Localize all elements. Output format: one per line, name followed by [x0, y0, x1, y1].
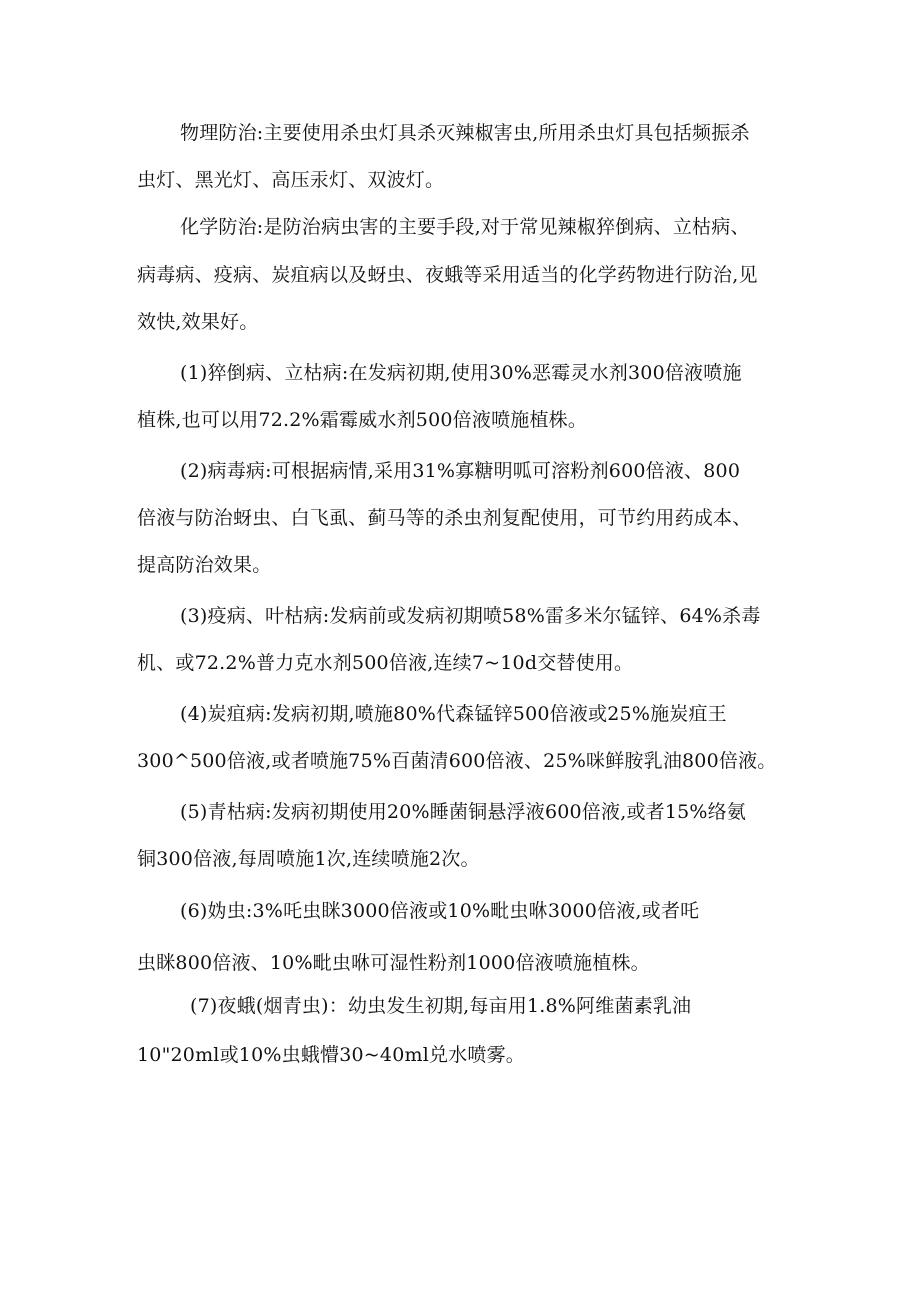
text-line: (4)炭疽病:发病初期,喷施80%代森锰锌500倍液或25%施炭疽王 — [180, 703, 727, 725]
text-line: 植株,也可以用72.2%霜霉威水剂500倍液喷施植株。 — [137, 409, 588, 431]
text-line: (1)猝倒病、立枯病:在发病初期,使用30%恶霉灵水剂300倍液喷施 — [180, 362, 742, 384]
text-line: 倍液与防治蚜虫、白飞虱、蓟马等的杀虫剂复配使用，可节约用药成本、 — [137, 507, 752, 529]
text-line: 物理防治:主要使用杀虫灯具杀灭辣椒害虫,所用杀虫灯具包括频振杀 — [180, 122, 750, 144]
text-line: (6)妫虫:3%吒虫眯3000倍液或10%毗虫咻3000倍液,或者吒 — [180, 900, 700, 922]
text-line: (2)病毒病:可根据病情,采用31%寡糖明呱可溶粉剂600倍液、800 — [180, 460, 741, 482]
text-line: 300^500倍液,或者喷施75%百菌清600倍液、25%咪鲜胺乳油800倍液。 — [137, 750, 777, 772]
text-line: 提高防治效果。 — [137, 554, 272, 576]
text-line: 虫眯800倍液、10%毗虫咻可湿性粉剂1000倍液喷施植株。 — [137, 952, 650, 974]
text-line: 化学防治:是防治病虫害的主要手段,对于常见辣椒猝倒病、立枯病、 — [180, 216, 750, 238]
text-line: 10"20ml或10%虫蛾懵30~40ml兑水喷雾。 — [137, 1044, 525, 1066]
text-line: (7)夜蛾(烟青虫)：幼虫发生初期,每亩用1.8%阿维菌素乳油 — [190, 995, 692, 1017]
text-line: 机、或72.2%普力克水剂500倍液,连续7~10d交替使用。 — [137, 652, 634, 674]
text-line: 虫灯、黑光灯、高压汞灯、双波灯。 — [137, 169, 445, 191]
text-line: 铜300倍液,每周喷施1次,连续喷施2次。 — [137, 848, 480, 870]
text-line: (3)疫病、叶枯病:发病前或发病初期喷58%雷多米尔锰锌、64%杀毒 — [180, 605, 761, 627]
text-line: 病毒病、疫病、炭疽病以及蚜虫、夜蛾等采用适当的化学药物进行防治,见 — [137, 264, 758, 286]
text-line: 效快,效果好。 — [137, 311, 259, 333]
text-line: (5)青枯病:发病初期使用20%睡菌铜悬浮液600倍液,或者15%络氨 — [180, 801, 747, 823]
